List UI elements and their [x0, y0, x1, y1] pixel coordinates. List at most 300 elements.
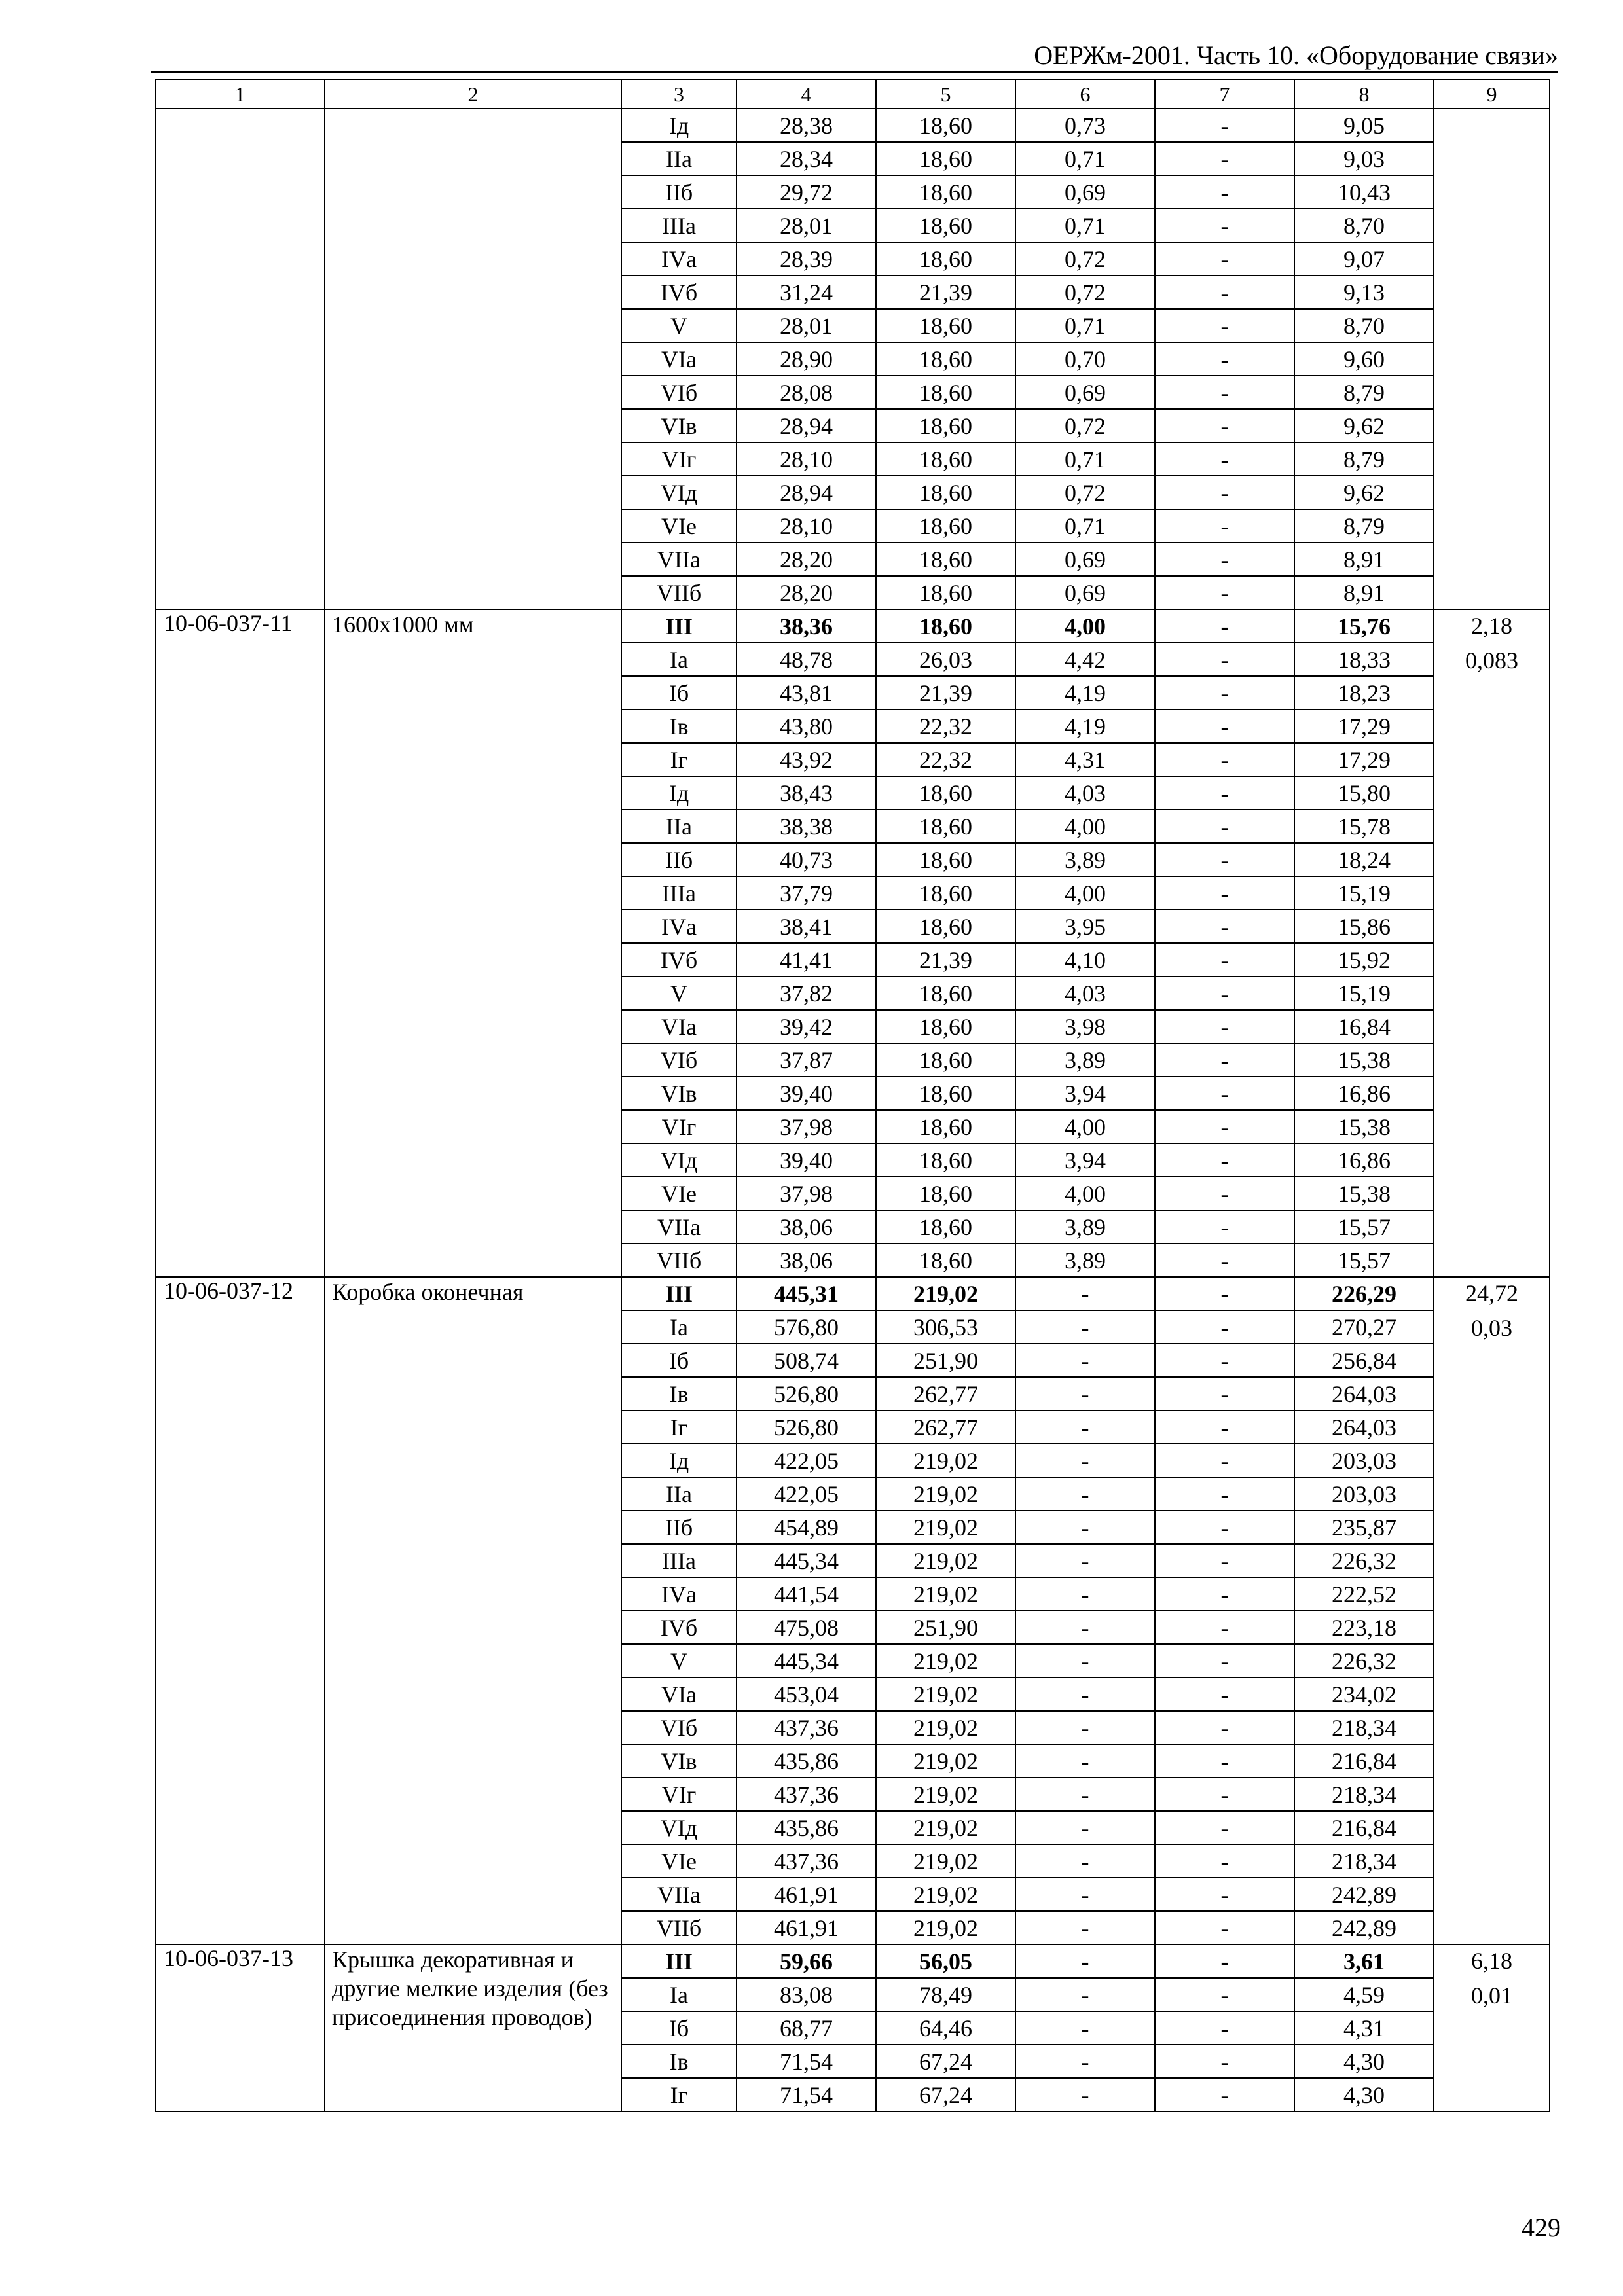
value-cell-col8: 256,84 [1294, 1344, 1434, 1377]
value-cell-col5: 306,53 [876, 1310, 1015, 1344]
zone-cell: VIа [621, 342, 737, 376]
value-cell-col4: 43,80 [737, 709, 876, 743]
zone-cell: IIб [621, 1511, 737, 1544]
column-number-row [155, 79, 1550, 109]
zone-cell: Iд [621, 776, 737, 810]
value-cell-col7: - [1155, 1010, 1294, 1043]
column-number: 3 [621, 79, 737, 109]
value-cell-col8: 226,32 [1294, 1644, 1434, 1677]
value-cell-col5: 219,02 [876, 1744, 1015, 1778]
column-number: 2 [325, 79, 621, 109]
value-cell-col6: 4,00 [1015, 810, 1155, 843]
value-cell-col7: - [1155, 1344, 1294, 1377]
value-cell-col6: - [1015, 1844, 1155, 1878]
value-cell-col5: 18,60 [876, 977, 1015, 1010]
value-cell-col4: 43,92 [737, 743, 876, 776]
value-cell-col5: 219,02 [876, 1911, 1015, 1945]
value-cell-col4: 29,72 [737, 175, 876, 209]
zone-cell: VIIа [621, 1210, 737, 1244]
value-cell-col8: 270,27 [1294, 1310, 1434, 1344]
zone-cell: VIа [621, 1677, 737, 1711]
value-cell-col7: - [1155, 1911, 1294, 1945]
value-cell-col5: 18,60 [876, 1110, 1015, 1143]
zone-cell: Iа [621, 643, 737, 676]
value-cell-col5: 26,03 [876, 643, 1015, 676]
value-cell-col5: 18,60 [876, 843, 1015, 876]
value-cell-col5: 219,02 [876, 1811, 1015, 1844]
value-cell-col7: - [1155, 977, 1294, 1010]
value-cell-col7: - [1155, 1778, 1294, 1811]
value-cell-col7: - [1155, 776, 1294, 810]
value-cell-col5: 18,60 [876, 175, 1015, 209]
value-cell-col6: 4,03 [1015, 776, 1155, 810]
value-cell-col5: 219,02 [876, 1878, 1015, 1911]
zone-cell: Iд [621, 1444, 737, 1477]
value-cell-col6: 4,03 [1015, 977, 1155, 1010]
zone-cell: VIе [621, 1177, 737, 1210]
value-cell-col5: 18,60 [876, 609, 1015, 643]
value-cell-col4: 31,24 [737, 276, 876, 309]
value-cell-col5: 219,02 [876, 1444, 1015, 1477]
value-cell-col6: 0,71 [1015, 309, 1155, 342]
price-code-cell: 10-06-037-12 [155, 1277, 325, 1945]
value-cell-col7: - [1155, 1410, 1294, 1444]
zone-cell: VIIб [621, 1911, 737, 1945]
value-cell-col7: - [1155, 2078, 1294, 2111]
value-cell-col5: 219,02 [876, 1277, 1015, 1310]
document-title: ОЕРЖм-2001. Часть 10. «Оборудование связи» [1034, 41, 1558, 70]
value-cell-col8: 226,32 [1294, 1544, 1434, 1577]
value-cell-col8: 203,03 [1294, 1444, 1434, 1477]
value-cell-col6: - [1015, 1744, 1155, 1778]
table-row [155, 109, 1550, 142]
value-cell-col6: 0,72 [1015, 276, 1155, 309]
value-cell-col6: 3,89 [1015, 1244, 1155, 1277]
zone-cell: IIIа [621, 1544, 737, 1577]
value-cell-col5: 219,02 [876, 1711, 1015, 1744]
value-cell-col5: 18,60 [876, 910, 1015, 943]
value-cell-col4: 28,34 [737, 142, 876, 175]
value-cell-col5: 219,02 [876, 1511, 1015, 1544]
price-code-cell [155, 109, 325, 609]
value-cell-col8: 16,86 [1294, 1077, 1434, 1110]
zone-cell: VIIа [621, 543, 737, 576]
zone-cell: Iб [621, 1344, 737, 1377]
value-cell-col5: 262,77 [876, 1410, 1015, 1444]
value-cell-col4: 38,06 [737, 1210, 876, 1244]
value-cell-col8: 4,30 [1294, 2045, 1434, 2078]
zone-cell: IIб [621, 843, 737, 876]
value-cell-col6: 3,89 [1015, 1210, 1155, 1244]
zone-cell: VIIб [621, 1244, 737, 1277]
value-cell-col5: 78,49 [876, 1978, 1015, 2011]
value-cell-col6: 4,00 [1015, 1110, 1155, 1143]
value-cell-col8: 15,80 [1294, 776, 1434, 810]
value-cell-col5: 21,39 [876, 943, 1015, 977]
value-cell-col7: - [1155, 509, 1294, 543]
zone-cell: IIа [621, 810, 737, 843]
value-cell-col4: 68,77 [737, 2011, 876, 2045]
value-cell-col7: - [1155, 910, 1294, 943]
value-cell-col8: 15,78 [1294, 810, 1434, 843]
work-name-cell: 1600x1000 мм [325, 609, 621, 1277]
value-cell-col7: - [1155, 1611, 1294, 1644]
zone-cell: VIIб [621, 576, 737, 609]
value-cell-col5: 251,90 [876, 1344, 1015, 1377]
value-cell-col8: 8,79 [1294, 376, 1434, 409]
value-cell-col6: 0,72 [1015, 242, 1155, 276]
value-cell-col5: 18,60 [876, 876, 1015, 910]
side-value: 0,01 [1471, 1982, 1512, 2009]
value-cell-col6: 4,19 [1015, 676, 1155, 709]
column-9-cell [1434, 1945, 1550, 2111]
value-cell-col8: 222,52 [1294, 1577, 1434, 1611]
zone-cell: IVа [621, 242, 737, 276]
value-cell-col8: 15,76 [1294, 609, 1434, 643]
table-body [155, 79, 1550, 2111]
value-cell-col4: 461,91 [737, 1878, 876, 1911]
value-cell-col6: 0,73 [1015, 109, 1155, 142]
value-cell-col6: 4,19 [1015, 709, 1155, 743]
value-cell-col6: 4,31 [1015, 743, 1155, 776]
value-cell-col8: 8,79 [1294, 442, 1434, 476]
value-cell-col4: 28,01 [737, 209, 876, 242]
value-cell-col5: 67,24 [876, 2045, 1015, 2078]
value-cell-col6: - [1015, 1878, 1155, 1911]
value-cell-col4: 28,08 [737, 376, 876, 409]
value-cell-col7: - [1155, 1511, 1294, 1544]
value-cell-col8: 8,79 [1294, 509, 1434, 543]
value-cell-col7: - [1155, 1310, 1294, 1344]
zone-cell: VIг [621, 1778, 737, 1811]
value-cell-col5: 21,39 [876, 276, 1015, 309]
value-cell-col8: 264,03 [1294, 1377, 1434, 1410]
value-cell-col8: 8,91 [1294, 543, 1434, 576]
value-cell-col8: 4,30 [1294, 2078, 1434, 2111]
value-cell-col6: 4,00 [1015, 876, 1155, 910]
value-cell-col4: 445,34 [737, 1644, 876, 1677]
value-cell-col5: 18,60 [876, 242, 1015, 276]
side-value: 2,18 [1471, 613, 1512, 639]
value-cell-col5: 18,60 [876, 309, 1015, 342]
value-cell-col7: - [1155, 1277, 1294, 1310]
value-cell-col7: - [1155, 342, 1294, 376]
value-cell-col5: 22,32 [876, 709, 1015, 743]
value-cell-col4: 28,94 [737, 476, 876, 509]
value-cell-col7: - [1155, 175, 1294, 209]
value-cell-col5: 18,60 [876, 1177, 1015, 1210]
value-cell-col8: 15,57 [1294, 1244, 1434, 1277]
zone-cell: V [621, 309, 737, 342]
value-cell-col7: - [1155, 709, 1294, 743]
value-cell-col5: 18,60 [876, 142, 1015, 175]
value-cell-col5: 56,05 [876, 1945, 1015, 1978]
value-cell-col8: 234,02 [1294, 1677, 1434, 1711]
column-number: 7 [1155, 79, 1294, 109]
value-cell-col5: 18,60 [876, 810, 1015, 843]
value-cell-col6: 4,42 [1015, 643, 1155, 676]
value-cell-col8: 8,70 [1294, 209, 1434, 242]
price-code-cell: 10-06-037-13 [155, 1945, 325, 2111]
value-cell-col6: 0,72 [1015, 409, 1155, 442]
value-cell-col4: 576,80 [737, 1310, 876, 1344]
value-cell-col4: 441,54 [737, 1577, 876, 1611]
value-cell-col6: - [1015, 1377, 1155, 1410]
zone-cell: IVб [621, 1611, 737, 1644]
zone-cell: VIе [621, 509, 737, 543]
value-cell-col7: - [1155, 843, 1294, 876]
value-cell-col7: - [1155, 2011, 1294, 2045]
value-cell-col5: 219,02 [876, 1644, 1015, 1677]
value-cell-col6: - [1015, 1611, 1155, 1644]
zone-cell: VIе [621, 1844, 737, 1878]
value-cell-col4: 445,31 [737, 1277, 876, 1310]
zone-cell: IVб [621, 276, 737, 309]
value-cell-col7: - [1155, 1711, 1294, 1744]
zone-cell: Iб [621, 2011, 737, 2045]
value-cell-col4: 422,05 [737, 1444, 876, 1477]
value-cell-col8: 18,24 [1294, 843, 1434, 876]
value-cell-col8: 15,57 [1294, 1210, 1434, 1244]
page-header [151, 36, 1558, 73]
value-cell-col6: 0,69 [1015, 543, 1155, 576]
value-cell-col7: - [1155, 476, 1294, 509]
value-cell-col6: - [1015, 2078, 1155, 2111]
value-cell-col5: 18,60 [876, 1244, 1015, 1277]
value-cell-col4: 435,86 [737, 1744, 876, 1778]
value-cell-col6: 3,94 [1015, 1143, 1155, 1177]
value-cell-col6: 3,94 [1015, 1077, 1155, 1110]
value-cell-col6: - [1015, 1477, 1155, 1511]
value-cell-col4: 28,90 [737, 342, 876, 376]
value-cell-col5: 219,02 [876, 1844, 1015, 1878]
value-cell-col7: - [1155, 209, 1294, 242]
value-cell-col5: 18,60 [876, 1010, 1015, 1043]
value-cell-col4: 453,04 [737, 1677, 876, 1711]
value-cell-col8: 264,03 [1294, 1410, 1434, 1444]
value-cell-col8: 4,59 [1294, 1978, 1434, 2011]
value-cell-col6: 0,70 [1015, 342, 1155, 376]
value-cell-col8: 15,86 [1294, 910, 1434, 943]
side-value: 0,03 [1471, 1315, 1512, 1341]
value-cell-col7: - [1155, 609, 1294, 643]
table-row [155, 1945, 1550, 1978]
value-cell-col8: 18,23 [1294, 676, 1434, 709]
zone-cell: VIIа [621, 1878, 737, 1911]
value-cell-col6: - [1015, 1344, 1155, 1377]
value-cell-col4: 28,38 [737, 109, 876, 142]
value-cell-col8: 9,13 [1294, 276, 1434, 309]
value-cell-col4: 28,20 [737, 543, 876, 576]
value-cell-col7: - [1155, 1878, 1294, 1911]
value-cell-col4: 28,39 [737, 242, 876, 276]
value-cell-col4: 59,66 [737, 1945, 876, 1978]
value-cell-col7: - [1155, 1577, 1294, 1611]
value-cell-col8: 235,87 [1294, 1511, 1434, 1544]
price-code-cell: 10-06-037-11 [155, 609, 325, 1277]
zone-cell: III [621, 1945, 737, 1978]
zone-cell: Iв [621, 1377, 737, 1410]
value-cell-col7: - [1155, 109, 1294, 142]
value-cell-col8: 218,34 [1294, 1711, 1434, 1744]
value-cell-col6: 0,72 [1015, 476, 1155, 509]
value-cell-col5: 18,60 [876, 442, 1015, 476]
zone-cell: Iа [621, 1978, 737, 2011]
value-cell-col6: - [1015, 1410, 1155, 1444]
value-cell-col7: - [1155, 743, 1294, 776]
zone-cell: III [621, 609, 737, 643]
value-cell-col5: 18,60 [876, 1043, 1015, 1077]
value-cell-col6: 0,71 [1015, 509, 1155, 543]
value-cell-col5: 219,02 [876, 1544, 1015, 1577]
value-cell-col8: 15,38 [1294, 1177, 1434, 1210]
value-cell-col8: 8,91 [1294, 576, 1434, 609]
value-cell-col4: 38,41 [737, 910, 876, 943]
value-cell-col4: 37,87 [737, 1043, 876, 1077]
zone-cell: IIа [621, 142, 737, 175]
value-cell-col7: - [1155, 1143, 1294, 1177]
value-cell-col6: - [1015, 1577, 1155, 1611]
value-cell-col6: 3,95 [1015, 910, 1155, 943]
value-cell-col6: - [1015, 1711, 1155, 1744]
zone-cell: VIб [621, 1043, 737, 1077]
zone-cell: VIг [621, 442, 737, 476]
work-name-cell [325, 109, 621, 609]
value-cell-col4: 28,01 [737, 309, 876, 342]
value-cell-col7: - [1155, 643, 1294, 676]
value-cell-col7: - [1155, 1978, 1294, 2011]
rates-table [155, 79, 1550, 2112]
value-cell-col6: 0,71 [1015, 442, 1155, 476]
value-cell-col8: 216,84 [1294, 1744, 1434, 1778]
value-cell-col4: 71,54 [737, 2078, 876, 2111]
value-cell-col4: 37,82 [737, 977, 876, 1010]
side-value: 24,72 [1465, 1280, 1518, 1306]
value-cell-col5: 219,02 [876, 1778, 1015, 1811]
table-row [155, 1277, 1550, 1310]
value-cell-col4: 461,91 [737, 1911, 876, 1945]
value-cell-col8: 15,19 [1294, 977, 1434, 1010]
zone-cell: V [621, 977, 737, 1010]
value-cell-col5: 18,60 [876, 109, 1015, 142]
value-cell-col4: 40,73 [737, 843, 876, 876]
value-cell-col5: 18,60 [876, 509, 1015, 543]
value-cell-col4: 38,38 [737, 810, 876, 843]
value-cell-col7: - [1155, 1110, 1294, 1143]
value-cell-col4: 454,89 [737, 1511, 876, 1544]
value-cell-col4: 28,10 [737, 509, 876, 543]
value-cell-col5: 219,02 [876, 1477, 1015, 1511]
value-cell-col8: 9,62 [1294, 476, 1434, 509]
value-cell-col7: - [1155, 276, 1294, 309]
work-name-cell: Коробка оконечная [325, 1277, 621, 1945]
value-cell-col8: 15,38 [1294, 1110, 1434, 1143]
value-cell-col7: - [1155, 576, 1294, 609]
value-cell-col7: - [1155, 1644, 1294, 1677]
value-cell-col8: 15,19 [1294, 876, 1434, 910]
value-cell-col4: 48,78 [737, 643, 876, 676]
value-cell-col5: 219,02 [876, 1577, 1015, 1611]
column-number: 1 [155, 79, 325, 109]
value-cell-col7: - [1155, 1177, 1294, 1210]
value-cell-col8: 9,05 [1294, 109, 1434, 142]
value-cell-col7: - [1155, 442, 1294, 476]
value-cell-col6: 3,98 [1015, 1010, 1155, 1043]
column-9-cell [1434, 109, 1550, 609]
column-number: 4 [737, 79, 876, 109]
value-cell-col6: 0,69 [1015, 576, 1155, 609]
value-cell-col4: 435,86 [737, 1811, 876, 1844]
value-cell-col4: 41,41 [737, 943, 876, 977]
value-cell-col7: - [1155, 1477, 1294, 1511]
value-cell-col6: 0,69 [1015, 376, 1155, 409]
value-cell-col4: 37,79 [737, 876, 876, 910]
zone-cell: VIв [621, 1744, 737, 1778]
value-cell-col5: 18,60 [876, 543, 1015, 576]
value-cell-col5: 18,60 [876, 1077, 1015, 1110]
value-cell-col5: 64,46 [876, 2011, 1015, 2045]
value-cell-col7: - [1155, 1210, 1294, 1244]
value-cell-col4: 28,20 [737, 576, 876, 609]
value-cell-col4: 422,05 [737, 1477, 876, 1511]
value-cell-col8: 10,43 [1294, 175, 1434, 209]
value-cell-col5: 67,24 [876, 2078, 1015, 2111]
value-cell-col6: - [1015, 2045, 1155, 2078]
value-cell-col6: - [1015, 1310, 1155, 1344]
zone-cell: VIг [621, 1110, 737, 1143]
value-cell-col6: 3,89 [1015, 843, 1155, 876]
value-cell-col7: - [1155, 2045, 1294, 2078]
zone-cell: VIв [621, 409, 737, 442]
value-cell-col6: - [1015, 1677, 1155, 1711]
value-cell-col7: - [1155, 1077, 1294, 1110]
column-number: 6 [1015, 79, 1155, 109]
column-number: 9 [1434, 79, 1550, 109]
page-number: 429 [1522, 2213, 1561, 2242]
column-9-cell [1434, 1277, 1550, 1945]
value-cell-col4: 43,81 [737, 676, 876, 709]
zone-cell: Iг [621, 1410, 737, 1444]
value-cell-col7: - [1155, 142, 1294, 175]
value-cell-col7: - [1155, 1444, 1294, 1477]
value-cell-col6: - [1015, 1511, 1155, 1544]
value-cell-col7: - [1155, 676, 1294, 709]
value-cell-col5: 18,60 [876, 342, 1015, 376]
zone-cell: Iг [621, 743, 737, 776]
value-cell-col6: 0,69 [1015, 175, 1155, 209]
value-cell-col8: 9,62 [1294, 409, 1434, 442]
zone-cell: V [621, 1644, 737, 1677]
value-cell-col4: 437,36 [737, 1711, 876, 1744]
value-cell-col4: 37,98 [737, 1177, 876, 1210]
value-cell-col7: - [1155, 1811, 1294, 1844]
value-cell-col6: - [1015, 1911, 1155, 1945]
value-cell-col5: 18,60 [876, 576, 1015, 609]
value-cell-col8: 4,31 [1294, 2011, 1434, 2045]
zone-cell: Iв [621, 2045, 737, 2078]
value-cell-col4: 508,74 [737, 1344, 876, 1377]
value-cell-col5: 18,60 [876, 409, 1015, 442]
zone-cell: VIб [621, 376, 737, 409]
value-cell-col6: - [1015, 1544, 1155, 1577]
value-cell-col5: 219,02 [876, 1677, 1015, 1711]
zone-cell: VIа [621, 1010, 737, 1043]
value-cell-col4: 437,36 [737, 1844, 876, 1878]
column-number: 8 [1294, 79, 1434, 109]
value-cell-col8: 16,84 [1294, 1010, 1434, 1043]
zone-cell: III [621, 1277, 737, 1310]
value-cell-col8: 15,92 [1294, 943, 1434, 977]
